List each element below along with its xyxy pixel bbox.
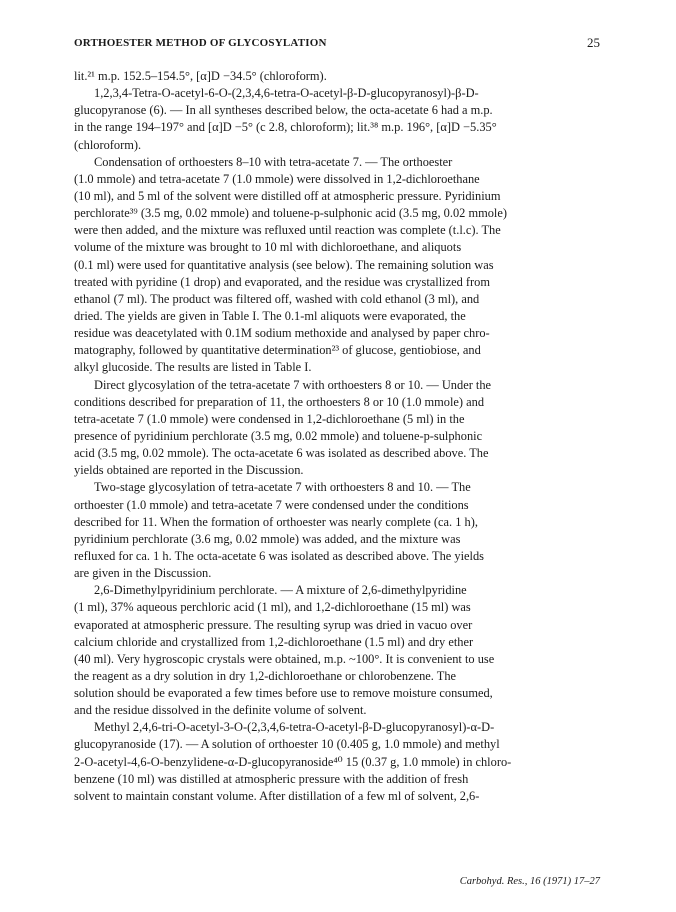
text-line: (10 ml), and 5 ml of the solvent were distilled off at atmospheric pressure. Pyridinium — [74, 188, 501, 203]
text-line: calcium chloride and crystallized from 1,2-dichloroethane (1.5 ml) and dry ether — [74, 634, 474, 649]
text-line: Two-stage glycosylation of tetra-acetate 7 with orthoesters 8 and 10. — The — [94, 480, 471, 495]
text-line: solvent to maintain constant volume. After distillation of a few ml of solvent, 2,6- — [74, 788, 480, 803]
text-line: and the residue dissolved in the definite volume of solvent. — [74, 703, 367, 718]
text-line: (1 ml), 37% aqueous perchloric acid (1 ml), and 1,2-dichloroethane (15 ml) was — [74, 600, 471, 615]
text-line: glucopyranose (6). — In all syntheses described below, the octa-acetate 6 had a m.p. — [74, 103, 493, 118]
text-line: described for 11. When the formation of orthoester was nearly complete (ca. 1 h), — [74, 514, 478, 529]
text-line: tetra-acetate 7 (1.0 mmole) were condensed in 1,2-dichloroethane (5 ml) in the — [74, 411, 465, 426]
running-head — [74, 37, 600, 55]
text-line: 2,6-Dimethylpyridinium perchlorate. — A mixture of 2,6-dimethylpyridine — [94, 583, 467, 598]
text-line: benzene (10 ml) was distilled at atmospheric pressure with the addition of fresh — [74, 771, 469, 786]
text-line: lit.²¹ m.p. 152.5–154.5°, [α]D −34.5° (chloroform). — [74, 69, 327, 83]
text-line: Condensation of orthoesters 8–10 with tetra-acetate 7. — The orthoester — [94, 154, 453, 169]
text-line: residue was deacetylated with 0.1M sodium methoxide and analysed by paper chro- — [74, 326, 490, 341]
body-text — [74, 68, 600, 805]
text-line: matography, followed by quantitative determination²³ of glucose, gentiobiose, and — [74, 343, 481, 358]
text-line: conditions described for preparation of 11, the orthoesters 8 or 10 (1.0 mmole) and — [74, 394, 485, 409]
text-line: dried. The yields are given in Table I. The 0.1-ml aliquots were evaporated, the — [74, 308, 466, 323]
text-line: yields obtained are reported in the Discussion. — [74, 463, 304, 478]
text-line: presence of pyridinium perchlorate (3.5 mg, 0.02 mmole) and toluene-p-sulphonic — [74, 428, 483, 443]
journal-citation: Carbohyd. Res., 16 (1971) 17–27 — [459, 876, 600, 887]
text-line: are given in the Discussion. — [74, 566, 212, 581]
text-line: solution should be evaporated a few times before use to remove moisture consumed, — [74, 686, 493, 701]
text-line: the reagent as a dry solution in dry 1,2-dichloroethane or chlorobenzene. The — [74, 668, 457, 683]
text-line: pyridinium perchlorate (3.6 mg, 0.02 mmole) was added, and the mixture was — [74, 531, 461, 546]
text-line: evaporated at atmospheric pressure. The resulting syrup was dried in vacuo over — [74, 617, 473, 632]
text-line: in the range 194–197° and [α]D −5° (c 2.8, chloroform); lit.³⁸ m.p. 196°, [α]D −5.35° — [74, 120, 497, 135]
text-line: perchlorate³⁹ (3.5 mg, 0.02 mmole) and toluene-p-sulphonic acid (3.5 mg, 0.02 mmole) — [74, 206, 507, 221]
text-line: volume of the mixture was brought to 10 ml with dichloroethane, and aliquots — [74, 240, 462, 255]
text-line: (40 ml). Very hygroscopic crystals were obtained, m.p. ~100°. It is convenient to use — [74, 651, 495, 666]
text-line: acid (3.5 mg, 0.02 mmole). The octa-acetate 6 was isolated as described above. The — [74, 446, 489, 461]
text-line: Direct glycosylation of the tetra-acetate 7 with orthoesters 8 or 10. — Under the — [94, 377, 492, 392]
text-line: ethanol (7 ml). The product was filtered off, washed with cold ethanol (3 ml), and — [74, 291, 480, 306]
text-line: treated with pyridine (1 drop) and evaporated, and the residue was crystallized from — [74, 274, 490, 289]
running-title: ORTHOESTER METHOD OF GLYCOSYLATION — [74, 37, 327, 49]
text-line: glucopyranoside (17). — A solution of orthoester 10 (0.405 g, 1.0 mmole) and methyl — [74, 737, 500, 752]
text-line: orthoester (1.0 mmole) and tetra-acetate 7 were condensed under the conditions — [74, 497, 469, 512]
page-number: 25 — [587, 35, 600, 50]
text-line: alkyl glucoside. The results are listed in Table I. — [74, 360, 312, 375]
text-line: were then added, and the mixture was refluxed until reaction was complete (t.l.c). The — [74, 223, 501, 238]
text-line: refluxed for ca. 1 h. The octa-acetate 6 was isolated as described above. The yields — [74, 548, 484, 563]
text-line: (chloroform). — [74, 137, 142, 152]
text-line: 1,2,3,4-Tetra-O-acetyl-6-O-(2,3,4,6-tetra-O-acetyl-β-D-glucopyranosyl)-β-D- — [94, 86, 479, 101]
text-line: (0.1 ml) were used for quantitative analysis (see below). The remaining solution was — [74, 257, 494, 272]
text-line: (1.0 mmole) and tetra-acetate 7 (1.0 mmole) were dissolved in 1,2-dichloroethane — [74, 171, 480, 186]
text-line: Methyl 2,4,6-tri-O-acetyl-3-O-(2,3,4,6-tetra-O-acetyl-β-D-glucopyranosyl)-α-D- — [94, 720, 495, 735]
text-line: 2-O-acetyl-4,6-O-benzylidene-α-D-glucopyranoside⁴⁰ 15 (0.37 g, 1.0 mmole) in chloro- — [74, 754, 512, 769]
